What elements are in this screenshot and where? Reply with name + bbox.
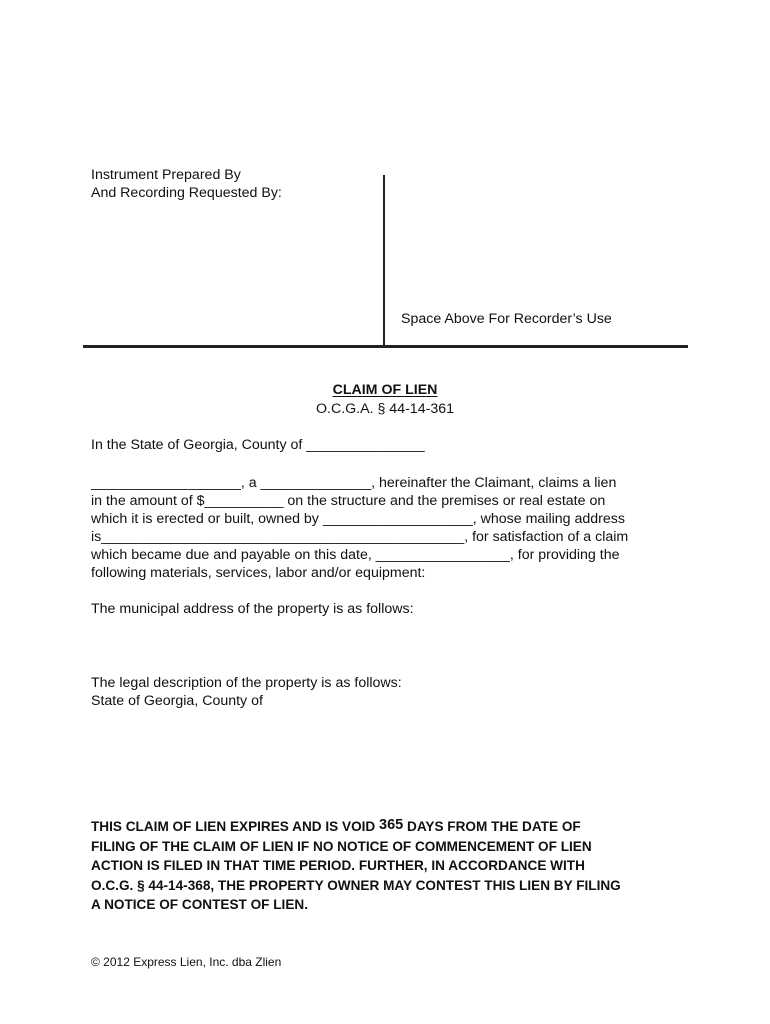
claim-paragraph bbox=[91, 474, 628, 583]
claim-paragraph-line: following materials, services, labor and/or equipment: bbox=[91, 565, 426, 582]
statute-reference: O.C.G.A. § 44-14-361 bbox=[315, 401, 454, 417]
document-title bbox=[0, 382, 770, 398]
warning-line: ACTION IS FILED IN THAT TIME PERIOD. FURTHER, IN ACCORDANCE WITH bbox=[91, 858, 585, 874]
expiration-warning bbox=[91, 817, 621, 914]
claim-paragraph-line: ___________________, a ______________, hereinafter the Claimant, claims a lien bbox=[91, 475, 617, 491]
municipal-address-label: The municipal address of the property is as follows: bbox=[91, 601, 414, 617]
claim-paragraph-line: is______________________________________________, for satisfaction of a claim bbox=[91, 529, 629, 546]
recorder-space-label: Space Above For Recorder’s Use bbox=[401, 311, 612, 327]
recording-requested-by-label: And Recording Requested By: bbox=[91, 185, 282, 201]
recorder-box-rule bbox=[83, 345, 688, 348]
legal-description bbox=[91, 674, 402, 710]
claim-paragraph-line: which it is erected or built, owned by ___________________, whose mailing address bbox=[91, 511, 625, 528]
warning-text: DAYS FROM THE DATE OF bbox=[403, 819, 581, 834]
warning-text: THIS CLAIM OF LIEN EXPIRES AND IS VOID bbox=[91, 819, 380, 834]
warning-line: O.C.G. § 44-14-368, THE PROPERTY OWNER MAY CONTEST THIS LIEN BY FILING bbox=[91, 877, 621, 893]
legal-description-label: The legal description of the property is as follows: bbox=[91, 675, 402, 691]
legal-description-county-label: State of Georgia, County of bbox=[91, 693, 263, 709]
warning-line bbox=[91, 817, 621, 837]
county-line: In the State of Georgia, County of _______________ bbox=[91, 437, 425, 453]
document-title-text: CLAIM OF LIEN bbox=[332, 382, 438, 398]
prepared-by-label: Instrument Prepared By bbox=[91, 167, 241, 183]
copyright-footer: © 2012 Express Lien, Inc. dba Zlien bbox=[91, 955, 282, 969]
recorder-box-divider bbox=[383, 175, 385, 347]
claim-paragraph-line: in the amount of $__________ on the structure and the premises or real estate on bbox=[91, 493, 606, 510]
warning-line: A NOTICE OF CONTEST OF LIEN. bbox=[91, 896, 308, 912]
expiration-days: 365 bbox=[379, 817, 404, 833]
warning-line: FILING OF THE CLAIM OF LIEN IF NO NOTICE OF COMMENCEMENT OF LIEN bbox=[91, 839, 592, 855]
claim-paragraph-line: which became due and payable on this date, _________________, for providing the bbox=[91, 547, 620, 564]
